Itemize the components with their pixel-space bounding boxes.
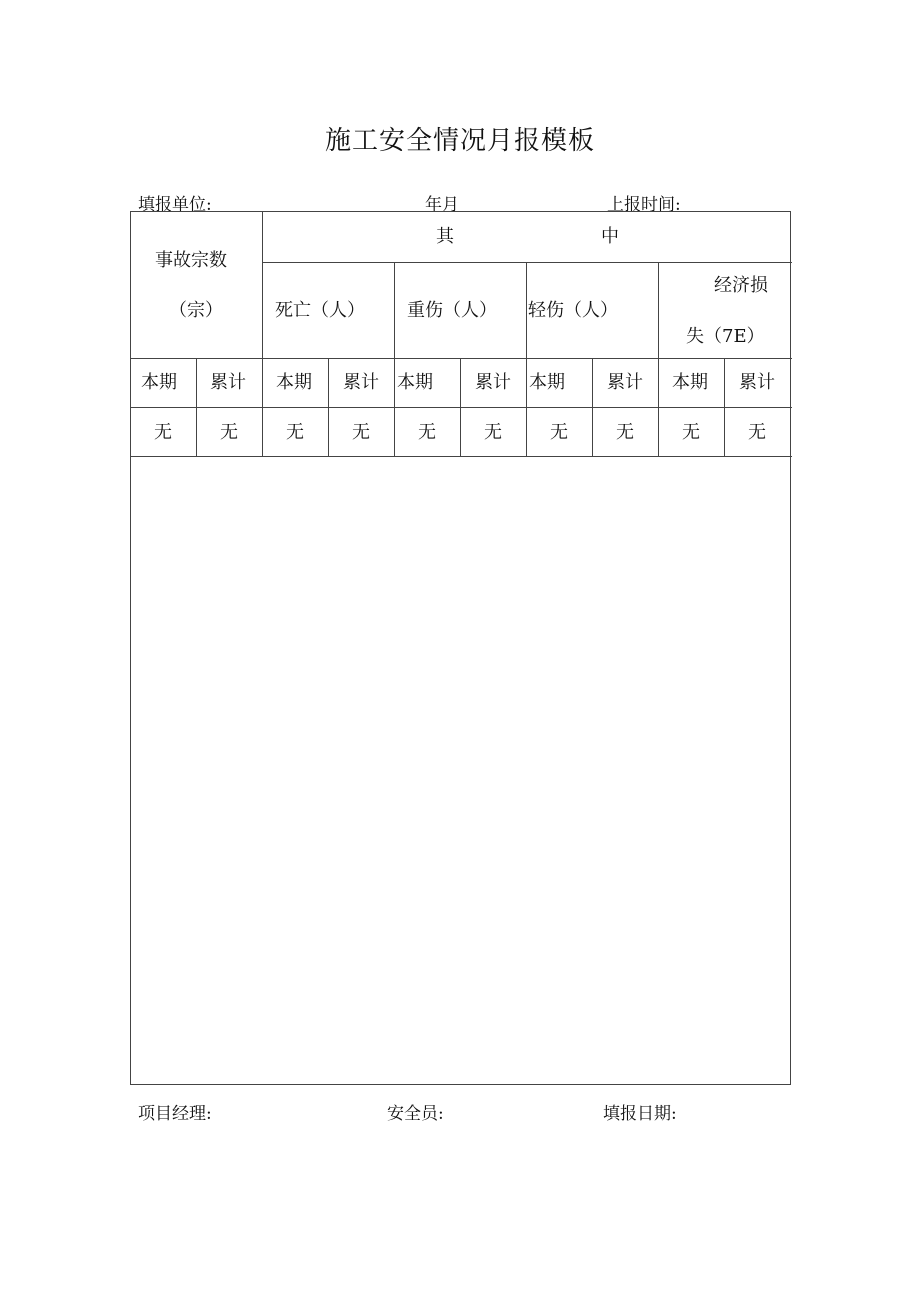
value-cell: 无 — [286, 422, 304, 443]
sub-header-cumulative: 累计 — [607, 372, 643, 393]
sub-header-cumulative: 累计 — [343, 372, 379, 393]
accident-count-unit: （宗） — [169, 300, 223, 321]
safety-report-table — [130, 211, 791, 1085]
value-cell: 无 — [484, 422, 502, 443]
serious-injuries-header: 重伤（人） — [407, 300, 497, 321]
notes-area — [131, 457, 790, 1084]
sub-header-current: 本期 — [276, 372, 312, 393]
value-cell: 无 — [352, 422, 370, 443]
economic-loss-header-line1: 经济损 — [714, 275, 768, 296]
accident-count-header: 事故宗数 — [155, 250, 227, 271]
safety-officer-label: 安全员: — [387, 1104, 444, 1124]
document-title: 施工安全情况月报模板 — [324, 126, 595, 156]
year-month-label: 年月 — [425, 195, 459, 215]
sub-header-current: 本期 — [141, 372, 177, 393]
value-cell: 无 — [154, 422, 172, 443]
value-cell: 无 — [616, 422, 634, 443]
sub-header-cumulative: 累计 — [475, 372, 511, 393]
among-header-part2: 中 — [601, 226, 619, 247]
reporting-unit-label: 填报单位: — [138, 195, 212, 215]
sub-header-cumulative: 累计 — [210, 372, 246, 393]
minor-injuries-header: 轻伤（人） — [528, 300, 618, 321]
value-cell: 无 — [748, 422, 766, 443]
sub-header-cumulative: 累计 — [739, 372, 775, 393]
economic-loss-header-line2: 失（7E） — [686, 326, 765, 347]
value-cell: 无 — [550, 422, 568, 443]
report-time-label: 上报时间: — [607, 195, 681, 215]
deaths-header: 死亡（人） — [275, 300, 365, 321]
value-cell: 无 — [418, 422, 436, 443]
value-cell: 无 — [220, 422, 238, 443]
value-cell: 无 — [682, 422, 700, 443]
sub-header-current: 本期 — [397, 372, 433, 393]
project-manager-label: 项目经理: — [138, 1104, 212, 1124]
sub-header-current: 本期 — [672, 372, 708, 393]
among-header-part1: 其 — [436, 226, 454, 247]
sub-header-current: 本期 — [529, 372, 565, 393]
fill-date-label: 填报日期: — [603, 1104, 677, 1124]
